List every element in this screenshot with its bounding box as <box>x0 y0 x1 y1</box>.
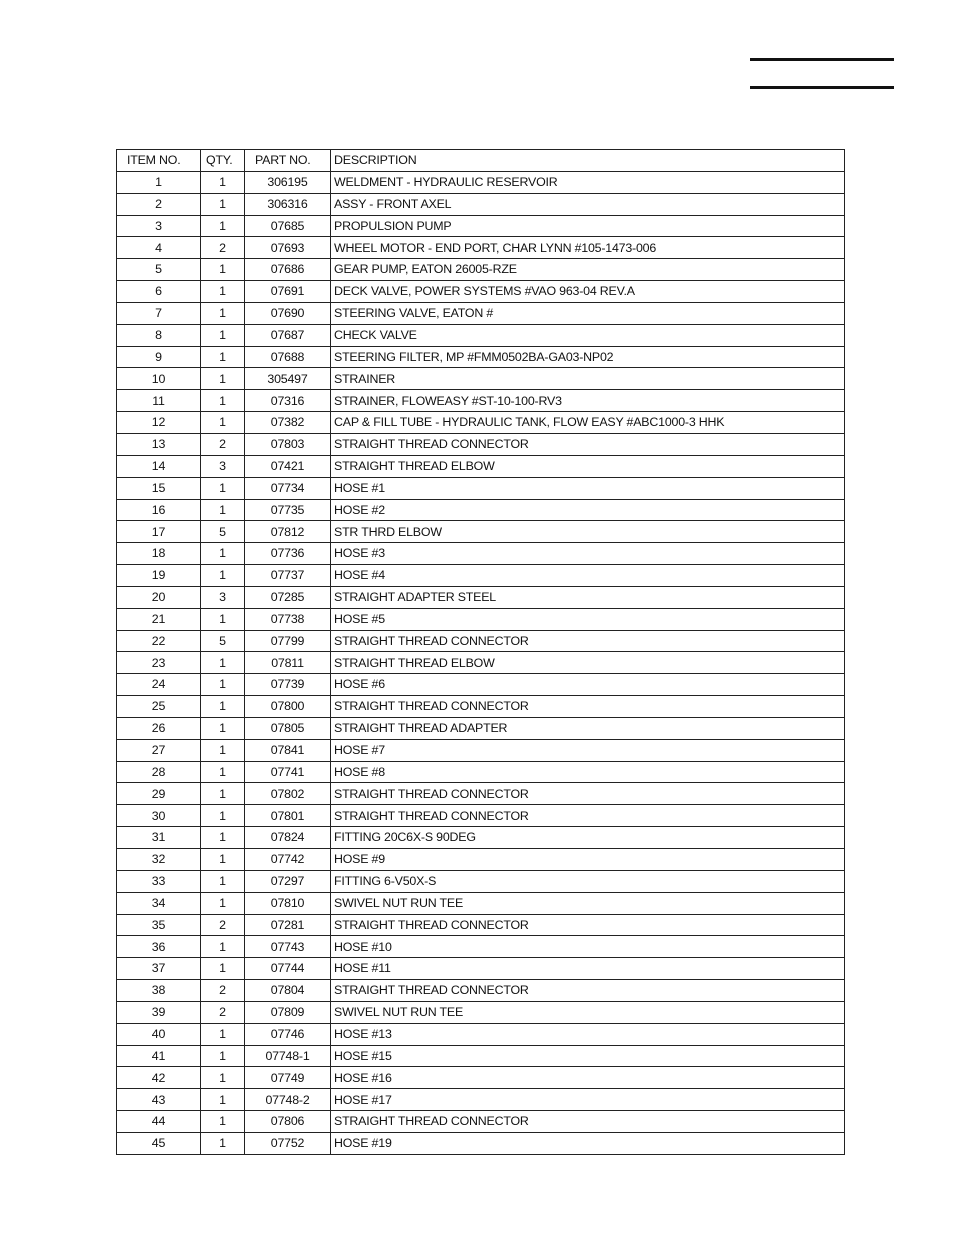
cell-item-no: 8 <box>117 324 201 346</box>
cell-description: CAP & FILL TUBE - HYDRAULIC TANK, FLOW EASY #ABC1000-3 HHK <box>331 412 845 434</box>
cell-description: HOSE #17 <box>331 1089 845 1111</box>
cell-description: STEERING FILTER, MP #FMM0502BA-GA03-NP02 <box>331 346 845 368</box>
cell-qty: 2 <box>201 914 245 936</box>
cell-qty: 1 <box>201 281 245 303</box>
cell-item-no: 5 <box>117 259 201 281</box>
cell-item-no: 4 <box>117 237 201 259</box>
cell-item-no: 1 <box>117 171 201 193</box>
cell-description: HOSE #10 <box>331 936 845 958</box>
cell-item-no: 3 <box>117 215 201 237</box>
table-row <box>117 870 845 892</box>
cell-description: STRAIGHT THREAD CONNECTOR <box>331 696 845 718</box>
cell-item-no: 10 <box>117 368 201 390</box>
cell-description: HOSE #16 <box>331 1067 845 1089</box>
cell-part-no: 07748-1 <box>245 1045 331 1067</box>
cell-qty: 1 <box>201 1132 245 1154</box>
cell-part-no: 07685 <box>245 215 331 237</box>
cell-qty: 2 <box>201 433 245 455</box>
table-row <box>117 368 845 390</box>
cell-item-no: 42 <box>117 1067 201 1089</box>
cell-qty: 1 <box>201 652 245 674</box>
column-header-item-no: ITEM NO. <box>117 150 201 172</box>
cell-item-no: 23 <box>117 652 201 674</box>
cell-description: STRAIGHT THREAD CONNECTOR <box>331 783 845 805</box>
table-row <box>117 1132 845 1154</box>
table-row <box>117 499 845 521</box>
cell-item-no: 36 <box>117 936 201 958</box>
table-row <box>117 477 845 499</box>
cell-qty: 1 <box>201 477 245 499</box>
cell-part-no: 07746 <box>245 1023 331 1045</box>
cell-qty: 1 <box>201 1045 245 1067</box>
cell-part-no: 07691 <box>245 281 331 303</box>
table-row <box>117 302 845 324</box>
cell-qty: 1 <box>201 1067 245 1089</box>
cell-item-no: 29 <box>117 783 201 805</box>
cell-item-no: 25 <box>117 696 201 718</box>
cell-qty: 1 <box>201 259 245 281</box>
cell-description: STRAIGHT THREAD CONNECTOR <box>331 630 845 652</box>
cell-part-no: 07805 <box>245 717 331 739</box>
cell-qty: 1 <box>201 499 245 521</box>
table-row <box>117 346 845 368</box>
cell-description: STRAIGHT THREAD ELBOW <box>331 455 845 477</box>
cell-description: CHECK VALVE <box>331 324 845 346</box>
cell-item-no: 33 <box>117 870 201 892</box>
cell-description: WELDMENT - HYDRAULIC RESERVOIR <box>331 171 845 193</box>
cell-part-no: 07297 <box>245 870 331 892</box>
parts-list-table <box>116 149 845 1155</box>
cell-item-no: 37 <box>117 958 201 980</box>
column-header-qty: QTY. <box>201 150 245 172</box>
cell-qty: 1 <box>201 1023 245 1045</box>
table-row <box>117 193 845 215</box>
cell-part-no: 07690 <box>245 302 331 324</box>
table-row <box>117 521 845 543</box>
cell-part-no: 306195 <box>245 171 331 193</box>
cell-part-no: 07382 <box>245 412 331 434</box>
cell-description: STRAINER, FLOWEASY #ST-10-100-RV3 <box>331 390 845 412</box>
header-rule-top <box>750 58 894 61</box>
cell-qty: 1 <box>201 368 245 390</box>
cell-qty: 1 <box>201 565 245 587</box>
cell-qty: 1 <box>201 608 245 630</box>
cell-qty: 5 <box>201 521 245 543</box>
cell-description: HOSE #8 <box>331 761 845 783</box>
cell-qty: 1 <box>201 215 245 237</box>
cell-part-no: 07285 <box>245 586 331 608</box>
table-row <box>117 433 845 455</box>
cell-item-no: 20 <box>117 586 201 608</box>
cell-qty: 1 <box>201 761 245 783</box>
cell-description: HOSE #15 <box>331 1045 845 1067</box>
cell-description: SWIVEL NUT RUN TEE <box>331 892 845 914</box>
cell-part-no: 07281 <box>245 914 331 936</box>
table-row <box>117 259 845 281</box>
cell-qty: 1 <box>201 827 245 849</box>
cell-description: STRAIGHT THREAD CONNECTOR <box>331 433 845 455</box>
cell-description: STRAIGHT THREAD CONNECTOR <box>331 805 845 827</box>
cell-part-no: 07744 <box>245 958 331 980</box>
cell-item-no: 17 <box>117 521 201 543</box>
cell-item-no: 9 <box>117 346 201 368</box>
table-header-row <box>117 150 845 172</box>
cell-qty: 5 <box>201 630 245 652</box>
cell-description: STR THRD ELBOW <box>331 521 845 543</box>
table-row <box>117 1023 845 1045</box>
cell-part-no: 07735 <box>245 499 331 521</box>
table-row <box>117 696 845 718</box>
cell-part-no: 305497 <box>245 368 331 390</box>
cell-part-no: 07686 <box>245 259 331 281</box>
cell-part-no: 07737 <box>245 565 331 587</box>
cell-item-no: 16 <box>117 499 201 521</box>
cell-item-no: 24 <box>117 674 201 696</box>
cell-qty: 1 <box>201 324 245 346</box>
cell-item-no: 30 <box>117 805 201 827</box>
cell-item-no: 32 <box>117 849 201 871</box>
column-header-description: DESCRIPTION <box>331 150 845 172</box>
table-row <box>117 849 845 871</box>
cell-qty: 1 <box>201 346 245 368</box>
cell-item-no: 28 <box>117 761 201 783</box>
cell-part-no: 306316 <box>245 193 331 215</box>
table-row <box>117 171 845 193</box>
cell-part-no: 07736 <box>245 543 331 565</box>
table-row <box>117 1111 845 1133</box>
cell-description: HOSE #2 <box>331 499 845 521</box>
table-row <box>117 783 845 805</box>
cell-part-no: 07749 <box>245 1067 331 1089</box>
cell-qty: 1 <box>201 805 245 827</box>
cell-description: FITTING 20C6X-S 90DEG <box>331 827 845 849</box>
cell-qty: 1 <box>201 302 245 324</box>
cell-description: HOSE #1 <box>331 477 845 499</box>
cell-item-no: 38 <box>117 980 201 1002</box>
cell-qty: 1 <box>201 958 245 980</box>
table-row <box>117 455 845 477</box>
table-row <box>117 543 845 565</box>
cell-qty: 1 <box>201 783 245 805</box>
cell-part-no: 07316 <box>245 390 331 412</box>
table-row <box>117 1089 845 1111</box>
cell-qty: 1 <box>201 849 245 871</box>
cell-qty: 1 <box>201 739 245 761</box>
cell-item-no: 34 <box>117 892 201 914</box>
cell-part-no: 07688 <box>245 346 331 368</box>
table-row <box>117 914 845 936</box>
table-row <box>117 717 845 739</box>
cell-description: HOSE #19 <box>331 1132 845 1154</box>
cell-part-no: 07748-2 <box>245 1089 331 1111</box>
cell-part-no: 07734 <box>245 477 331 499</box>
table-row <box>117 958 845 980</box>
cell-item-no: 15 <box>117 477 201 499</box>
cell-part-no: 07810 <box>245 892 331 914</box>
cell-qty: 1 <box>201 892 245 914</box>
cell-qty: 1 <box>201 696 245 718</box>
cell-part-no: 07693 <box>245 237 331 259</box>
cell-description: HOSE #3 <box>331 543 845 565</box>
cell-qty: 3 <box>201 455 245 477</box>
cell-qty: 1 <box>201 717 245 739</box>
table-row <box>117 652 845 674</box>
cell-item-no: 13 <box>117 433 201 455</box>
table-row <box>117 630 845 652</box>
cell-part-no: 07687 <box>245 324 331 346</box>
cell-part-no: 07752 <box>245 1132 331 1154</box>
cell-item-no: 14 <box>117 455 201 477</box>
table-row <box>117 324 845 346</box>
cell-item-no: 39 <box>117 1001 201 1023</box>
cell-item-no: 12 <box>117 412 201 434</box>
cell-part-no: 07841 <box>245 739 331 761</box>
cell-item-no: 2 <box>117 193 201 215</box>
cell-description: HOSE #7 <box>331 739 845 761</box>
cell-description: STRAIGHT ADAPTER STEEL <box>331 586 845 608</box>
cell-part-no: 07421 <box>245 455 331 477</box>
table-row <box>117 281 845 303</box>
cell-qty: 1 <box>201 390 245 412</box>
cell-description: HOSE #4 <box>331 565 845 587</box>
cell-part-no: 07739 <box>245 674 331 696</box>
cell-description: GEAR PUMP, EATON 26005-RZE <box>331 259 845 281</box>
cell-description: SWIVEL NUT RUN TEE <box>331 1001 845 1023</box>
table-row <box>117 892 845 914</box>
cell-description: HOSE #11 <box>331 958 845 980</box>
cell-item-no: 7 <box>117 302 201 324</box>
cell-item-no: 45 <box>117 1132 201 1154</box>
cell-description: HOSE #9 <box>331 849 845 871</box>
cell-description: STEERING VALVE, EATON # <box>331 302 845 324</box>
cell-part-no: 07800 <box>245 696 331 718</box>
table-row <box>117 412 845 434</box>
table-row <box>117 1045 845 1067</box>
cell-part-no: 07742 <box>245 849 331 871</box>
cell-part-no: 07812 <box>245 521 331 543</box>
cell-qty: 1 <box>201 543 245 565</box>
table-row <box>117 565 845 587</box>
table-row <box>117 674 845 696</box>
cell-item-no: 26 <box>117 717 201 739</box>
cell-description: FITTING 6-V50X-S <box>331 870 845 892</box>
table-row <box>117 215 845 237</box>
table-row <box>117 980 845 1002</box>
cell-part-no: 07803 <box>245 433 331 455</box>
cell-description: STRAIGHT THREAD ELBOW <box>331 652 845 674</box>
cell-description: HOSE #6 <box>331 674 845 696</box>
table-row <box>117 739 845 761</box>
cell-part-no: 07799 <box>245 630 331 652</box>
table-row <box>117 1067 845 1089</box>
cell-part-no: 07809 <box>245 1001 331 1023</box>
cell-description: STRAIGHT THREAD CONNECTOR <box>331 980 845 1002</box>
cell-description: STRAIGHT THREAD ADAPTER <box>331 717 845 739</box>
cell-item-no: 22 <box>117 630 201 652</box>
cell-item-no: 11 <box>117 390 201 412</box>
table-row <box>117 586 845 608</box>
cell-item-no: 35 <box>117 914 201 936</box>
cell-part-no: 07804 <box>245 980 331 1002</box>
column-header-part-no: PART NO. <box>245 150 331 172</box>
cell-description: HOSE #13 <box>331 1023 845 1045</box>
cell-qty: 3 <box>201 586 245 608</box>
cell-part-no: 07824 <box>245 827 331 849</box>
table-row <box>117 827 845 849</box>
cell-qty: 2 <box>201 980 245 1002</box>
cell-part-no: 07801 <box>245 805 331 827</box>
cell-description: DECK VALVE, POWER SYSTEMS #VAO 963-04 REV.A <box>331 281 845 303</box>
cell-part-no: 07811 <box>245 652 331 674</box>
cell-description: STRAIGHT THREAD CONNECTOR <box>331 1111 845 1133</box>
cell-item-no: 6 <box>117 281 201 303</box>
cell-part-no: 07802 <box>245 783 331 805</box>
cell-description: PROPULSION PUMP <box>331 215 845 237</box>
table-row <box>117 805 845 827</box>
cell-item-no: 19 <box>117 565 201 587</box>
cell-item-no: 18 <box>117 543 201 565</box>
cell-item-no: 27 <box>117 739 201 761</box>
table-row <box>117 761 845 783</box>
cell-item-no: 41 <box>117 1045 201 1067</box>
cell-qty: 1 <box>201 870 245 892</box>
table-row <box>117 936 845 958</box>
cell-part-no: 07741 <box>245 761 331 783</box>
cell-item-no: 31 <box>117 827 201 849</box>
cell-part-no: 07738 <box>245 608 331 630</box>
table-row <box>117 1001 845 1023</box>
cell-item-no: 40 <box>117 1023 201 1045</box>
cell-qty: 1 <box>201 1089 245 1111</box>
cell-item-no: 21 <box>117 608 201 630</box>
cell-qty: 2 <box>201 1001 245 1023</box>
cell-qty: 1 <box>201 412 245 434</box>
cell-item-no: 43 <box>117 1089 201 1111</box>
cell-description: STRAIGHT THREAD CONNECTOR <box>331 914 845 936</box>
table-row <box>117 608 845 630</box>
table-row <box>117 237 845 259</box>
cell-qty: 1 <box>201 193 245 215</box>
cell-qty: 2 <box>201 237 245 259</box>
cell-description: HOSE #5 <box>331 608 845 630</box>
header-rule-bottom <box>750 86 894 89</box>
cell-part-no: 07806 <box>245 1111 331 1133</box>
cell-qty: 1 <box>201 1111 245 1133</box>
cell-part-no: 07743 <box>245 936 331 958</box>
cell-description: STRAINER <box>331 368 845 390</box>
cell-item-no: 44 <box>117 1111 201 1133</box>
cell-description: WHEEL MOTOR - END PORT, CHAR LYNN #105-1473-006 <box>331 237 845 259</box>
table-row <box>117 390 845 412</box>
cell-description: ASSY - FRONT AXEL <box>331 193 845 215</box>
cell-qty: 1 <box>201 171 245 193</box>
cell-qty: 1 <box>201 674 245 696</box>
cell-qty: 1 <box>201 936 245 958</box>
